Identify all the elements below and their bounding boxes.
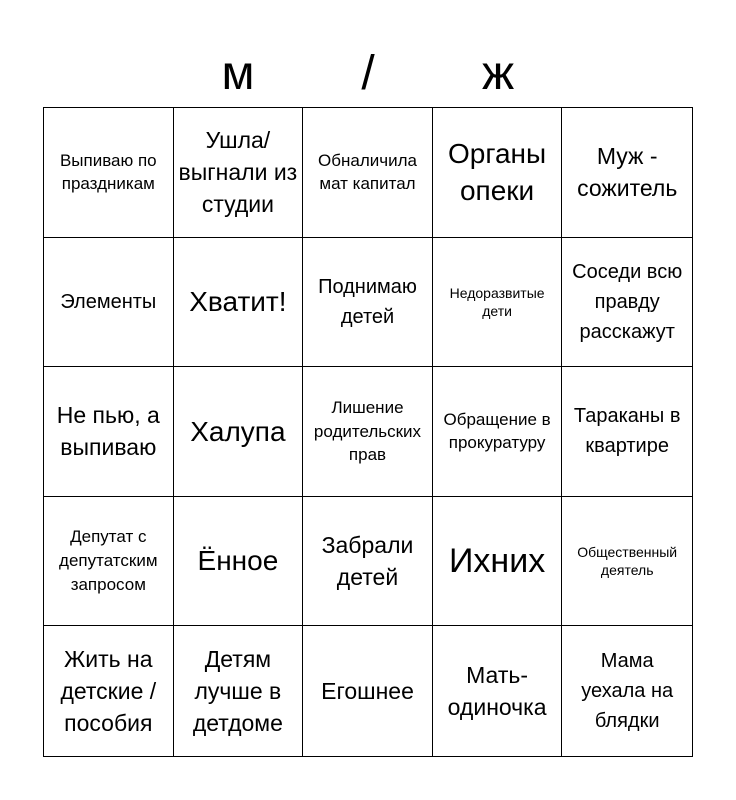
bingo-cell[interactable] xyxy=(174,367,304,497)
board-header xyxy=(173,44,693,104)
bingo-cell[interactable] xyxy=(44,238,174,368)
cell-text: Выпиваю по праздникам xyxy=(59,150,157,194)
cell-text: Халупа xyxy=(190,415,286,447)
bingo-cell[interactable] xyxy=(44,497,174,627)
bingo-cell[interactable] xyxy=(303,497,433,627)
cell-text: Забрали детей xyxy=(321,531,414,591)
cell-text: Обналичила мат капитал xyxy=(318,150,417,194)
bingo-cell[interactable] xyxy=(303,108,433,238)
bingo-cell[interactable] xyxy=(174,108,304,238)
cell-text: Поднимаю детей xyxy=(318,275,417,328)
bingo-cell[interactable] xyxy=(433,497,563,627)
cell-text: Не пью, а выпиваю xyxy=(56,402,160,461)
bingo-cell[interactable] xyxy=(562,497,692,627)
cell-text: Общественный деятель xyxy=(577,543,678,579)
bingo-cell[interactable] xyxy=(433,626,563,756)
cell-text: Детям лучше в детдоме xyxy=(192,645,283,737)
bingo-board xyxy=(43,107,693,757)
bingo-cell[interactable] xyxy=(562,108,692,238)
bingo-cell[interactable] xyxy=(174,238,304,368)
cell-text: Тараканы в квартире xyxy=(573,405,681,458)
cell-text: Органы опеки xyxy=(448,137,547,207)
bingo-cell[interactable] xyxy=(303,238,433,368)
cell-text: Жить на детские / пособия xyxy=(60,645,157,737)
cell-text: Мама уехала на блядки xyxy=(581,650,674,733)
header-letter-2: / xyxy=(361,47,375,100)
cell-text: Муж - сожитель xyxy=(577,143,678,202)
cell-text: Ённое xyxy=(197,545,279,577)
cell-text: Соседи всю правду расскажут xyxy=(572,260,683,343)
cell-text: Депутат с депутатским запросом xyxy=(59,527,158,594)
bingo-cell[interactable] xyxy=(433,367,563,497)
cell-text: Хватит! xyxy=(189,285,287,317)
bingo-cell[interactable] xyxy=(303,626,433,756)
cell-text: Ихних xyxy=(448,541,546,580)
bingo-cell[interactable] xyxy=(303,367,433,497)
bingo-cell[interactable] xyxy=(562,626,692,756)
bingo-cell[interactable] xyxy=(44,626,174,756)
header-letter-3: ж xyxy=(481,47,515,100)
bingo-cell[interactable] xyxy=(433,108,563,238)
cell-text: Недоразвитые дети xyxy=(449,284,545,319)
bingo-cell[interactable] xyxy=(433,238,563,368)
bingo-cell[interactable] xyxy=(44,108,174,238)
cell-text: Мать-одиночка xyxy=(447,662,547,721)
cell-text: Обращение в прокуратуру xyxy=(443,409,551,453)
cell-text: Ушла/ выгнали из студии xyxy=(178,127,298,218)
header-letter-1: м xyxy=(221,47,255,100)
bingo-cell[interactable] xyxy=(174,626,304,756)
bingo-cell[interactable] xyxy=(562,367,692,497)
cell-text: Лишение родительских прав xyxy=(313,397,422,465)
cell-text: Егошнее xyxy=(321,678,414,705)
cell-text: Элементы xyxy=(60,290,157,313)
bingo-cell[interactable] xyxy=(44,367,174,497)
bingo-cell[interactable] xyxy=(174,497,304,627)
bingo-cell[interactable] xyxy=(562,238,692,368)
